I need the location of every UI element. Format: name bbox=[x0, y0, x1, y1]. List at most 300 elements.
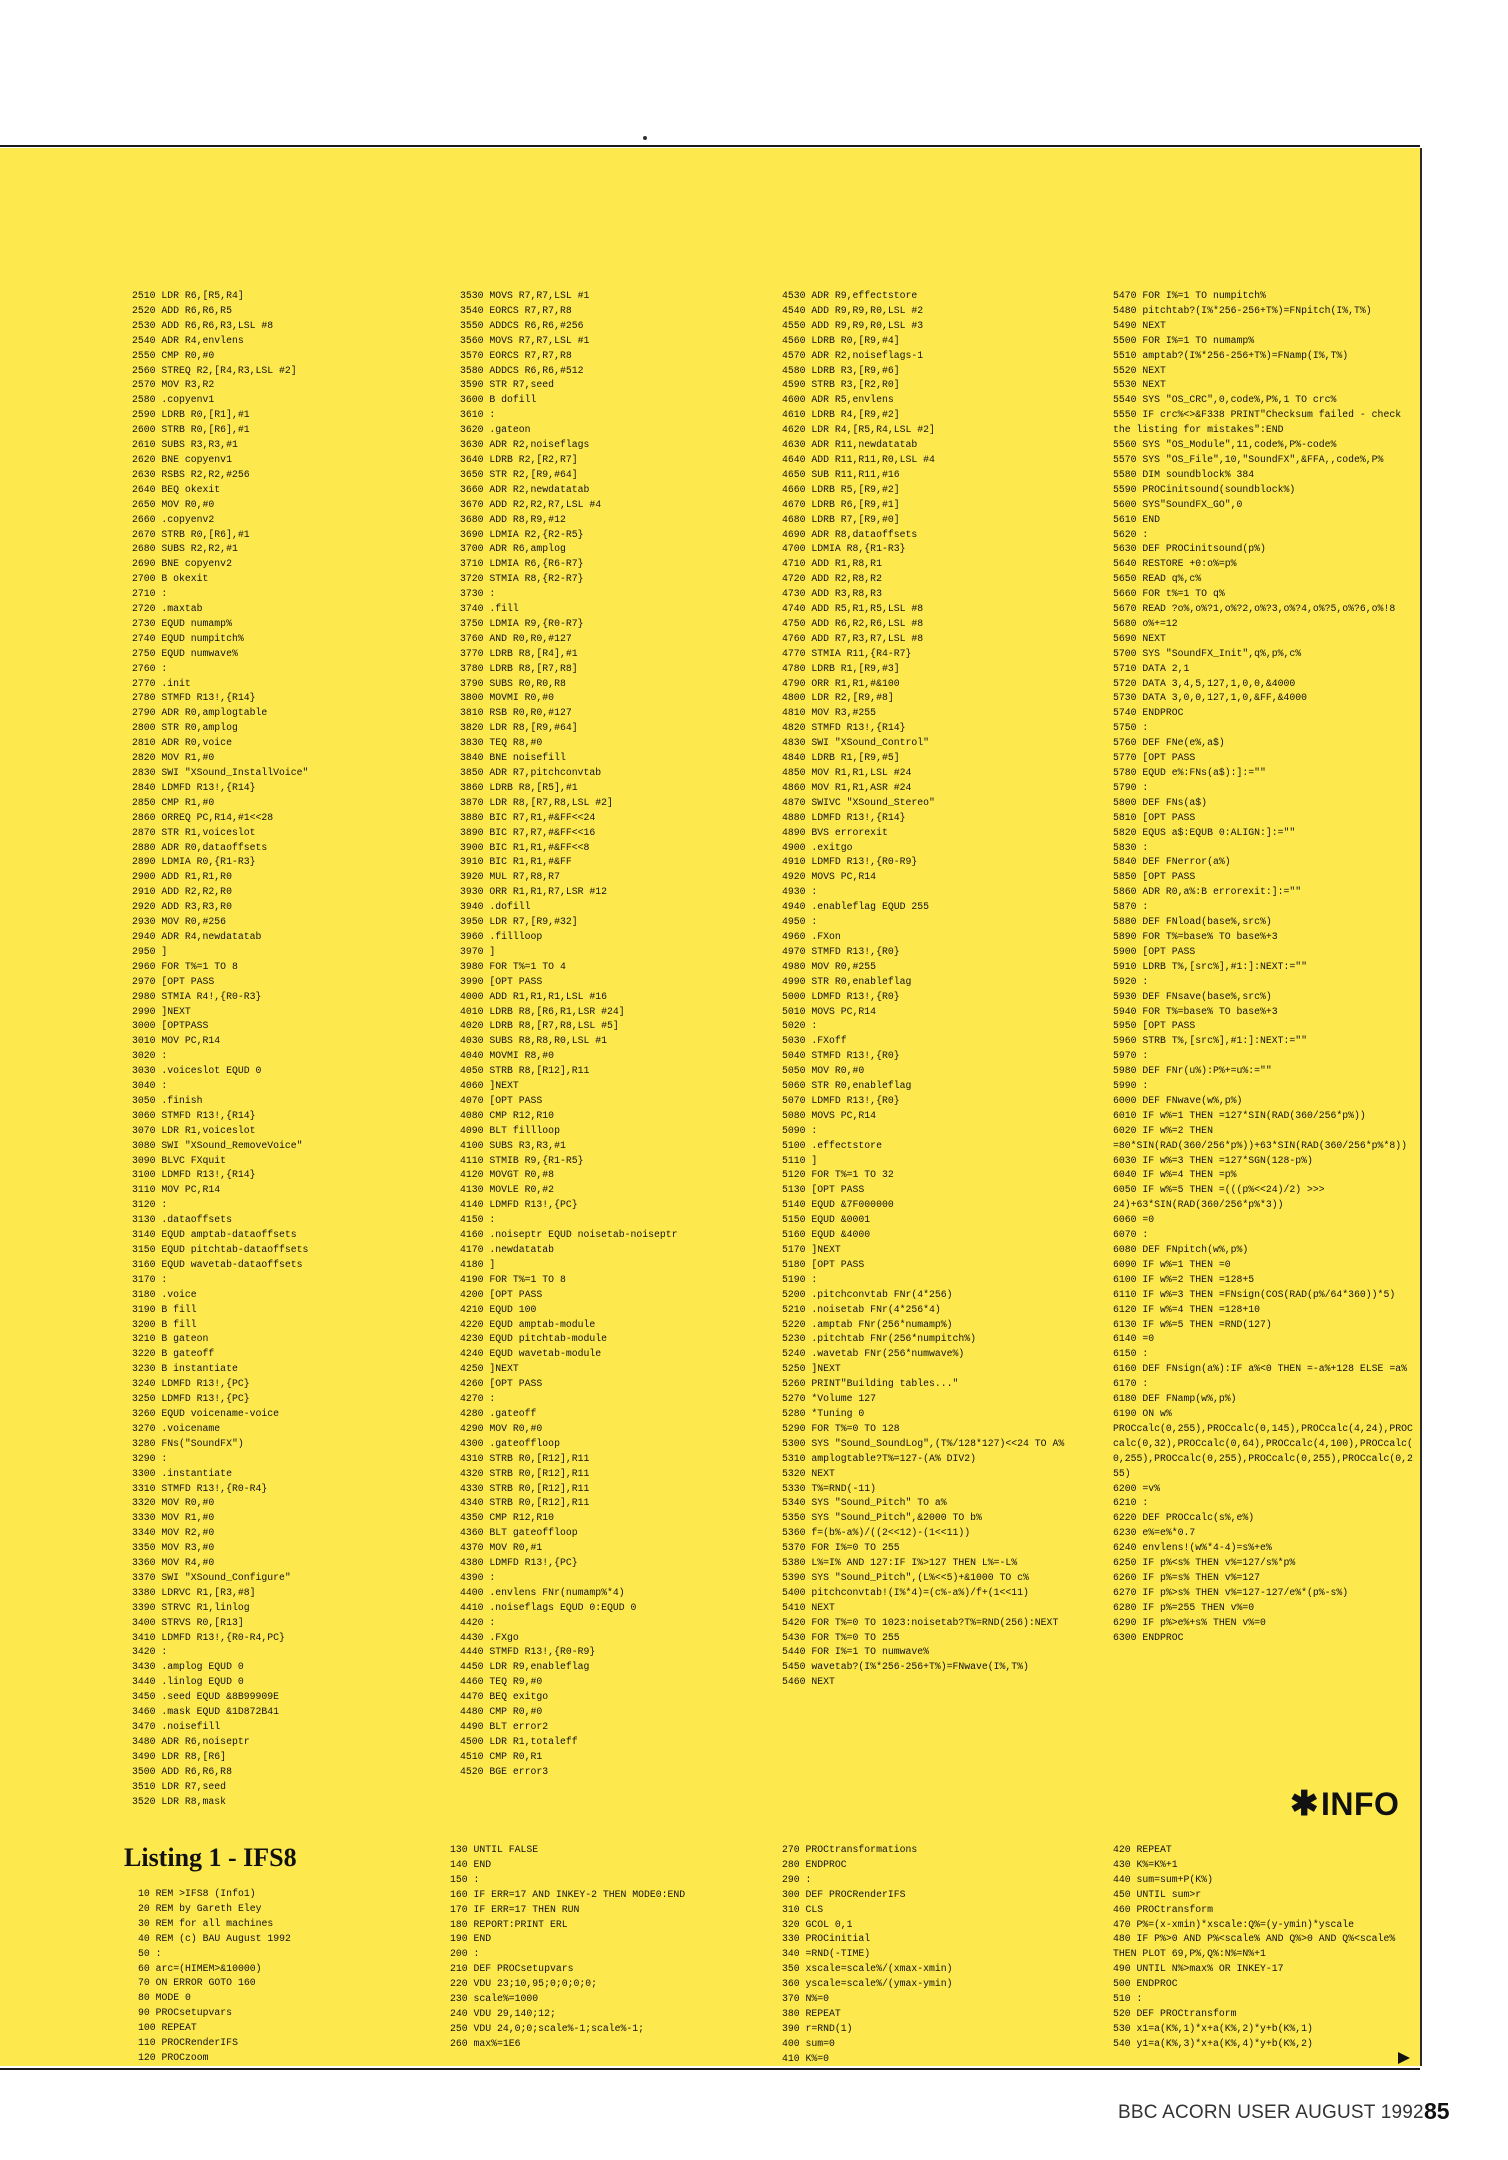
code-line: 3500 ADD R6,R6,R8 bbox=[132, 1765, 232, 1777]
code-line: 3660 ADR R2,newdatatab bbox=[460, 483, 590, 495]
code-line: 5380 L%=I% AND 127:IF I%>127 THEN L%=-L% bbox=[782, 1557, 1018, 1569]
code-line: 5540 SYS "OS_CRC",0,code%,P%,1 TO crc% bbox=[1113, 394, 1337, 406]
code-line: 4420 : bbox=[460, 1616, 496, 1628]
code-line: 4910 LDMFD R13!,{R0-R9} bbox=[782, 856, 918, 868]
code-line: 5890 FOR T%=base% TO base%+3 bbox=[1113, 930, 1278, 942]
code-line: 3020 : bbox=[132, 1050, 168, 1062]
code-line: 4630 ADR R11,newdatatab bbox=[782, 439, 918, 451]
code-line: 6110 IF w%=3 THEN =FNsign(COS(RAD(p%/64*360))*5) bbox=[1113, 1288, 1396, 1300]
code-line: 3200 B fill bbox=[132, 1318, 197, 1330]
code-line: 3040 : bbox=[132, 1080, 168, 1092]
code-line: 4280 .gateoff bbox=[460, 1407, 537, 1419]
code-line: 5770 [OPT PASS bbox=[1113, 752, 1196, 764]
code-line: 90 PROCsetupvars bbox=[138, 2007, 233, 2019]
code-line: 6220 DEF PROCcalc(s%,e%) bbox=[1113, 1512, 1255, 1524]
code-line: 4400 .envlens FNr(numamp%*4) bbox=[460, 1586, 625, 1598]
code-line: 4850 MOV R1,R1,LSL #24 bbox=[782, 767, 912, 778]
code-line: 5800 DEF FNs(a$) bbox=[1113, 796, 1208, 808]
asterisk-icon: ✱ bbox=[1290, 1785, 1319, 1823]
code-line: 2980 STMIA R4!,{R0-R3} bbox=[132, 990, 262, 1002]
code-line: 5840 DEF FNerror(a%) bbox=[1113, 856, 1231, 868]
code-line: 5470 FOR I%=1 TO numpitch% bbox=[1113, 290, 1266, 301]
code-line: 2740 EQUD numpitch% bbox=[132, 632, 244, 644]
code-line: 5930 DEF FNsave(base%,src%) bbox=[1113, 990, 1272, 1002]
code-line: 4600 ADR R5,envlens bbox=[782, 394, 894, 406]
code-line: 5430 FOR T%=0 TO 255 bbox=[782, 1631, 900, 1643]
code-line: 4660 LDRB R5,[R9,#2] bbox=[782, 483, 900, 495]
code-line: 5730 DATA 3,0,0,127,1,0,&FF,&4000 bbox=[1113, 692, 1308, 704]
code-line: 4770 STMIA R11,{R4-R7} bbox=[782, 647, 912, 659]
code-line: 2530 ADD R6,R6,R3,LSL #8 bbox=[132, 319, 274, 331]
code-line: 5210 .noisetab FNr(4*256*4) bbox=[782, 1303, 941, 1315]
code-line: 3870 LDR R8,[R7,R8,LSL #2] bbox=[460, 796, 613, 808]
code-line: 4460 TEQ R9,#0 bbox=[460, 1676, 543, 1688]
code-line: 2990 ]NEXT bbox=[132, 1005, 191, 1017]
code-line: 210 DEF PROCsetupvars bbox=[450, 1963, 574, 1975]
code-line: 4440 STMFD R13!,{R0-R9} bbox=[460, 1646, 596, 1658]
code-line: 3420 : bbox=[132, 1646, 168, 1658]
code-line: 4170 .newdatatab bbox=[460, 1244, 555, 1255]
code-line: 2780 STMFD R13!,{R14} bbox=[132, 692, 256, 704]
code-line: 380 REPEAT bbox=[782, 2007, 841, 2019]
code-line: 5940 FOR T%=base% TO base%+3 bbox=[1113, 1005, 1278, 1017]
code-line: 5740 ENDPROC bbox=[1113, 707, 1184, 719]
code-line: 2640 BEQ okexit bbox=[132, 483, 221, 495]
code-line: 200 : bbox=[450, 1948, 480, 1960]
code-line: 2720 .maxtab bbox=[132, 603, 203, 615]
code-line: 3980 FOR T%=1 TO 4 bbox=[460, 960, 566, 972]
code-line: 4430 .FXgo bbox=[460, 1631, 519, 1643]
code-line: 4250 ]NEXT bbox=[460, 1363, 519, 1375]
code-line: 3160 EQUD wavetab-dataoffsets bbox=[132, 1258, 303, 1270]
code-line: 2660 .copyenv2 bbox=[132, 513, 215, 525]
code-line: 3730 : bbox=[460, 588, 496, 600]
code-line: 2700 B okexit bbox=[132, 573, 209, 585]
code-line: 440 sum=sum+P(K%) bbox=[1113, 1873, 1213, 1885]
code-line: 3950 LDR R7,[R9,#32] bbox=[460, 916, 578, 928]
code-line: 3560 MOVS R7,R7,LSL #1 bbox=[460, 334, 590, 346]
code-line: 5710 DATA 2,1 bbox=[1113, 662, 1190, 674]
code-line: 320 GCOL 0,1 bbox=[782, 1918, 853, 1930]
code-line: 3700 ADR R6,amplog bbox=[460, 543, 566, 555]
code-line: 2860 ORREQ PC,R14,#1<<28 bbox=[132, 811, 274, 823]
code-line: 5080 MOVS PC,R14 bbox=[782, 1109, 877, 1121]
code-line: 4930 : bbox=[782, 886, 818, 898]
code-line: 2770 .init bbox=[132, 677, 191, 689]
code-line: 290 : bbox=[782, 1873, 812, 1885]
code-line: 3800 MOVMI R0,#0 bbox=[460, 692, 555, 704]
code-line: 5450 wavetab?(I%*256-256+T%)=FNwave(I%,T%) bbox=[782, 1661, 1029, 1673]
code-line: 5030 .FXoff bbox=[782, 1035, 847, 1047]
code-line: 260 max%=1E6 bbox=[450, 2037, 521, 2049]
code-line: 3550 ADDCS R6,R6,#256 bbox=[460, 319, 584, 331]
code-line: 2750 EQUD numwave% bbox=[132, 647, 238, 659]
code-line: 3270 .voicename bbox=[132, 1422, 221, 1434]
code-line: 3260 EQUD voicename-voice bbox=[132, 1407, 279, 1419]
code-line: 4790 ORR R1,R1,#&100 bbox=[782, 677, 900, 689]
code-line: 2600 STRB R0,[R6],#1 bbox=[132, 424, 250, 436]
code-line: 430 K%=K%+1 bbox=[1113, 1858, 1178, 1870]
code-line: 3910 BIC R1,R1,#&FF bbox=[460, 856, 572, 868]
continue-arrow-icon bbox=[1398, 2052, 1410, 2064]
code-line: 3920 MUL R7,R8,R7 bbox=[460, 871, 560, 883]
code-line: 2620 BNE copyenv1 bbox=[132, 453, 232, 465]
code-line: 4240 EQUD wavetab-module bbox=[460, 1348, 602, 1360]
code-line: 4680 LDRB R7,[R9,#0] bbox=[782, 513, 900, 525]
code-line: 5860 ADR R0,a%:B errorexit:]:="" bbox=[1113, 886, 1302, 898]
code-line: 4530 ADR R9,effectstore bbox=[782, 290, 918, 301]
code-line: 2970 [OPT PASS bbox=[132, 975, 215, 987]
code-line: 4970 STMFD R13!,{R0} bbox=[782, 945, 900, 957]
code-line: 4010 LDRB R8,[R6,R1,LSR #24] bbox=[460, 1005, 625, 1017]
code-line: 3960 .fillloop bbox=[460, 930, 543, 942]
code-line: 4560 LDRB R0,[R9,#4] bbox=[782, 334, 900, 346]
code-line: 4270 : bbox=[460, 1393, 496, 1405]
code-line: 3880 BIC R7,R1,#&FF<<24 bbox=[460, 811, 596, 823]
code-line: 5020 : bbox=[782, 1020, 818, 1032]
code-line: 5670 READ ?o%,o%?1,o%?2,o%?3,o%?4,o%?5,o%?6,o%!8 bbox=[1113, 603, 1396, 615]
code-line: 4880 LDMFD R13!,{R14} bbox=[782, 811, 906, 823]
code-line: 5190 : bbox=[782, 1273, 818, 1285]
code-line: 5630 DEF PROCinitsound(p%) bbox=[1113, 543, 1266, 555]
code-line: 4830 SWI "XSound_Control" bbox=[782, 737, 929, 749]
info-label: INFO bbox=[1321, 1786, 1400, 1822]
code-line: 3190 B fill bbox=[132, 1303, 197, 1315]
code-line: 5700 SYS "SoundFX_Init",q%,p%,c% bbox=[1113, 647, 1302, 659]
code-line: 50 : bbox=[138, 1947, 162, 1959]
code-line: 70 ON ERROR GOTO 160 bbox=[138, 1977, 256, 1989]
code-line: 3590 STR R7,seed bbox=[460, 379, 555, 391]
code-line: 5830 : bbox=[1113, 841, 1149, 853]
code-line: 3120 : bbox=[132, 1199, 168, 1211]
code-line: 4210 EQUD 100 bbox=[460, 1303, 537, 1315]
code-line: 2570 MOV R3,R2 bbox=[132, 379, 215, 391]
code-line: 2950 ] bbox=[132, 945, 168, 957]
code-line: 2910 ADD R2,R2,R0 bbox=[132, 886, 232, 898]
code-line: 30 REM for all machines bbox=[138, 1917, 274, 1929]
code-line: 5160 EQUD &4000 bbox=[782, 1229, 871, 1241]
code-line: 5920 : bbox=[1113, 975, 1149, 987]
code-line: 5910 LDRB T%,[src%],#1:]:NEXT:="" bbox=[1113, 960, 1308, 972]
code-line: 110 PROCRenderIFS bbox=[138, 2037, 238, 2049]
code-line: 4360 BLT gateoffloop bbox=[460, 1527, 578, 1539]
code-line: 4940 .enableflag EQUD 255 bbox=[782, 901, 929, 913]
code-line: 3470 .noisefill bbox=[132, 1721, 221, 1732]
code-line: 5570 SYS "OS_File",10,"SoundFX",&FFA,,code%,P% bbox=[1113, 453, 1384, 465]
code-line: 2630 RSBS R2,R2,#256 bbox=[132, 468, 250, 480]
code-line: 6170 : bbox=[1113, 1378, 1149, 1390]
code-line: 4020 LDRB R8,[R7,R8,LSL #5] bbox=[460, 1020, 619, 1032]
top-dot bbox=[643, 136, 647, 140]
code-line: 4080 CMP R12,R10 bbox=[460, 1109, 555, 1121]
code-line: 3330 MOV R1,#0 bbox=[132, 1512, 215, 1524]
code-line: 2690 BNE copyenv2 bbox=[132, 558, 232, 570]
code-line: 3850 ADR R7,pitchconvtab bbox=[460, 767, 602, 778]
code-line: 5060 STR R0,enableflag bbox=[782, 1080, 912, 1092]
code-line: 2840 LDMFD R13!,{R14} bbox=[132, 781, 256, 793]
info-heading bbox=[1290, 1784, 1399, 1824]
code-line: 5130 [OPT PASS bbox=[782, 1184, 865, 1196]
code-line: 6290 IF p%>e%+s% THEN v%=0 bbox=[1113, 1616, 1266, 1628]
code-line: 3400 STRVS R0,[R13] bbox=[132, 1616, 244, 1628]
code-line: 6160 DEF FNsign(a%):IF a%<0 THEN =-a%+128 ELSE =a% bbox=[1113, 1363, 1407, 1375]
code-line: 3080 SWI "XSound_RemoveVoice" bbox=[132, 1139, 303, 1151]
code-line: 5620 : bbox=[1113, 528, 1149, 540]
code-line: 5990 : bbox=[1113, 1080, 1149, 1092]
code-line: 2930 MOV R0,#256 bbox=[132, 916, 227, 928]
code-line: 5280 *Tuning 0 bbox=[782, 1407, 865, 1419]
code-line: 2610 SUBS R3,R3,#1 bbox=[132, 439, 238, 451]
code-line: 3360 MOV R4,#0 bbox=[132, 1557, 215, 1569]
code-line: 3710 LDMIA R6,{R6-R7} bbox=[460, 558, 584, 570]
code-line: 170 IF ERR=17 THEN RUN bbox=[450, 1903, 580, 1915]
code-line: 3480 ADR R6,noiseptr bbox=[132, 1735, 250, 1747]
code-line: 20 REM by Gareth Eley bbox=[138, 1902, 262, 1914]
code-line: 3570 EORCS R7,R7,R8 bbox=[460, 349, 572, 361]
code-line: 3320 MOV R0,#0 bbox=[132, 1497, 215, 1509]
code-line: 4860 MOV R1,R1,ASR #24 bbox=[782, 781, 912, 793]
code-line: 460 PROCtransform bbox=[1113, 1903, 1213, 1915]
code-line: 5090 : bbox=[782, 1124, 818, 1136]
code-line: 2670 STRB R0,[R6],#1 bbox=[132, 528, 250, 540]
code-column-3 bbox=[782, 289, 1102, 1690]
code-line: 6300 ENDPROC bbox=[1113, 1631, 1184, 1643]
code-line: 2850 CMP R1,#0 bbox=[132, 796, 215, 808]
code-line: 3430 .amplog EQUD 0 bbox=[132, 1661, 244, 1673]
code-line: 4550 ADD R9,R9,R0,LSL #3 bbox=[782, 319, 924, 331]
code-line: 3350 MOV R3,#0 bbox=[132, 1542, 215, 1554]
code-line: 4150 : bbox=[460, 1214, 496, 1226]
code-line: 6000 DEF FNwave(w%,p%) bbox=[1113, 1094, 1243, 1106]
code-line: 4130 MOVLE R0,#2 bbox=[460, 1184, 555, 1196]
code-line: 4200 [OPT PASS bbox=[460, 1288, 543, 1300]
code-line: 10 REM >IFS8 (Info1) bbox=[138, 1888, 256, 1899]
code-line: 6250 IF p%<s% THEN v%=127/s%*p% bbox=[1113, 1557, 1296, 1569]
code-line: 2940 ADR R4,newdatatab bbox=[132, 930, 262, 942]
code-line: 4730 ADD R3,R8,R3 bbox=[782, 588, 882, 600]
code-line: 4710 ADD R1,R8,R1 bbox=[782, 558, 882, 570]
code-line: 5660 FOR t%=1 TO q% bbox=[1113, 588, 1225, 600]
code-line: 3670 ADD R2,R2,R7,LSL #4 bbox=[460, 498, 602, 510]
code-line: 180 REPORT:PRINT ERL bbox=[450, 1918, 568, 1930]
code-line: 4920 MOVS PC,R14 bbox=[782, 871, 877, 883]
code-line: 230 scale%=1000 bbox=[450, 1993, 539, 2005]
code-line: 5400 pitchconvtab!(I%*4)=(c%-a%)/f+(1<<11) bbox=[782, 1586, 1029, 1598]
code-line: 3140 EQUD amptab-dataoffsets bbox=[132, 1229, 297, 1241]
code-line: 6140 =0 bbox=[1113, 1333, 1155, 1345]
code-line: 5300 SYS "Sound_SoundLog",(T%/128*127)<<24 TO A% bbox=[782, 1437, 1065, 1449]
code-line: 3240 LDMFD R13!,{PC} bbox=[132, 1378, 250, 1390]
code-line: 490 UNTIL N%>max% OR INKEY-17 bbox=[1113, 1963, 1284, 1975]
code-line: 5970 : bbox=[1113, 1050, 1149, 1062]
code-line: 2810 ADR R0,voice bbox=[132, 737, 232, 749]
code-line: 6120 IF w%=4 THEN =128+10 bbox=[1113, 1303, 1260, 1315]
code-line: 4290 MOV R0,#0 bbox=[460, 1422, 543, 1434]
code-line: 5590 PROCinitsound(soundblock%) bbox=[1113, 483, 1296, 495]
code-line: 520 DEF PROCtransform bbox=[1113, 2007, 1237, 2019]
code-line: 5550 IF crc%<>&F338 PRINT"Checksum failed - check the listing for mistakes":END bbox=[1113, 409, 1407, 436]
code-line: 140 END bbox=[450, 1858, 492, 1870]
code-line: 6240 envlens!(w%*4-4)=s%+e% bbox=[1113, 1542, 1272, 1554]
code-line: 6080 DEF FNpitch(w%,p%) bbox=[1113, 1244, 1249, 1255]
code-line: 4490 BLT error2 bbox=[460, 1721, 549, 1732]
code-line: 3440 .linlog EQUD 0 bbox=[132, 1676, 244, 1688]
code-line: 3130 .dataoffsets bbox=[132, 1214, 232, 1226]
code-line: 4160 .noiseptr EQUD noisetab-noiseptr bbox=[460, 1229, 678, 1241]
code-line: 2540 ADR R4,envlens bbox=[132, 334, 244, 346]
code-line: 5820 EQUS a$:EQUB 0:ALIGN:]:="" bbox=[1113, 826, 1296, 838]
code-line: 3600 B dofill bbox=[460, 394, 537, 406]
code-line: 5110 ] bbox=[782, 1154, 818, 1166]
code-line: 340 =RND(-TIME) bbox=[782, 1948, 871, 1960]
code-line: 5120 FOR T%=1 TO 32 bbox=[782, 1169, 894, 1181]
code-line: 3060 STMFD R13!,{R14} bbox=[132, 1109, 256, 1121]
code-line: 280 ENDPROC bbox=[782, 1858, 847, 1870]
code-line: 3390 STRVC R1,linlog bbox=[132, 1601, 250, 1613]
code-line: 5390 SYS "Sound_Pitch",(L%<<5)+&1000 TO c% bbox=[782, 1571, 1029, 1583]
code-line: 3650 STR R2,[R9,#64] bbox=[460, 468, 578, 480]
top-rule bbox=[0, 145, 1420, 147]
code-line: 3770 LDRB R8,[R4],#1 bbox=[460, 647, 578, 659]
code-line: 190 END bbox=[450, 1933, 492, 1945]
code-line: 130 UNTIL FALSE bbox=[450, 1844, 539, 1855]
code-line: 5490 NEXT bbox=[1113, 319, 1166, 331]
code-line: 250 VDU 24,0;0;scale%-1;scale%-1; bbox=[450, 2022, 645, 2034]
code-line: 470 P%=(x-xmin)*xscale:Q%=(y-ymin)*yscale bbox=[1113, 1918, 1355, 1930]
code-line: 6030 IF w%=3 THEN =127*SGN(128-p%) bbox=[1113, 1154, 1313, 1166]
code-line: 2510 LDR R6,[R5,R4] bbox=[132, 290, 244, 301]
code-line: 120 PROCzoom bbox=[138, 2051, 209, 2063]
code-line: 3860 LDRB R8,[R5],#1 bbox=[460, 781, 578, 793]
code-line: 5690 NEXT bbox=[1113, 632, 1166, 644]
code-line: 5980 DEF FNr(u%):P%+=u%:="" bbox=[1113, 1065, 1272, 1077]
code-line: 6230 e%=e%*0.7 bbox=[1113, 1527, 1196, 1539]
code-line: 370 N%=0 bbox=[782, 1993, 830, 2005]
code-line: 3490 LDR R8,[R6] bbox=[132, 1750, 227, 1762]
code-line: 4140 LDMFD R13!,{PC} bbox=[460, 1199, 578, 1211]
code-line: 3030 .voiceslot EQUD 0 bbox=[132, 1065, 262, 1077]
code-line: 4800 LDR R2,[R9,#8] bbox=[782, 692, 894, 704]
code-line: 3110 MOV PC,R14 bbox=[132, 1184, 221, 1196]
code-line: 4840 LDRB R1,[R9,#5] bbox=[782, 752, 900, 764]
code-line: 2890 LDMIA R0,{R1-R3} bbox=[132, 856, 256, 868]
code-line: 3940 .dofill bbox=[460, 901, 531, 913]
code-column-1 bbox=[132, 289, 452, 1809]
listing-column-3 bbox=[782, 1843, 1102, 2067]
code-line: 2730 EQUD numamp% bbox=[132, 617, 232, 629]
code-line: 4980 MOV R0,#255 bbox=[782, 960, 877, 972]
code-line: 5950 [OPT PASS bbox=[1113, 1020, 1196, 1032]
code-line: 3690 LDMIA R2,{R2-R5} bbox=[460, 528, 584, 540]
code-line: 2710 : bbox=[132, 588, 168, 600]
code-line: 3010 MOV PC,R14 bbox=[132, 1035, 221, 1047]
code-line: 4570 ADR R2,noiseflags-1 bbox=[782, 349, 924, 361]
code-line: 5600 SYS"SoundFX_GO",0 bbox=[1113, 498, 1243, 510]
code-line: 4300 .gateoffloop bbox=[460, 1437, 560, 1449]
code-line: 4090 BLT fillloop bbox=[460, 1124, 560, 1136]
code-line: 5870 : bbox=[1113, 901, 1149, 913]
code-line: 360 yscale=scale%/(ymax-ymin) bbox=[782, 1978, 953, 1990]
code-line: 3620 .gateon bbox=[460, 424, 531, 436]
code-line: 4450 LDR R9,enableflag bbox=[460, 1661, 590, 1673]
code-line: 5050 MOV R0,#0 bbox=[782, 1065, 865, 1077]
code-line: 4890 BVS errorexit bbox=[782, 826, 888, 838]
code-line: 4670 LDRB R6,[R9,#1] bbox=[782, 498, 900, 510]
code-line: 5200 .pitchconvtab FNr(4*256) bbox=[782, 1288, 953, 1300]
code-line: 2560 STREQ R2,[R4,R3,LSL #2] bbox=[132, 364, 297, 376]
code-line: 6050 IF w%=5 THEN =(((p%<<24)/2) >>> 24)+63*SIN(RAD(360/256*p%*3)) bbox=[1113, 1184, 1331, 1211]
code-line: 3890 BIC R7,R7,#&FF<<16 bbox=[460, 826, 596, 838]
code-line: 350 xscale=scale%/(xmax-xmin) bbox=[782, 1963, 953, 1975]
code-line: 5370 FOR I%=0 TO 255 bbox=[782, 1542, 900, 1554]
code-line: 5310 amplogtable?T%=127-(A% DIV2) bbox=[782, 1452, 977, 1464]
code-line: 5410 NEXT bbox=[782, 1601, 835, 1613]
code-line: 450 UNTIL sum>r bbox=[1113, 1888, 1202, 1900]
code-line: 220 VDU 23;10,95;0;0;0;0; bbox=[450, 1978, 597, 1990]
code-line: 3750 LDMIA R9,{R0-R7} bbox=[460, 617, 584, 629]
code-line: 3100 LDMFD R13!,{R14} bbox=[132, 1169, 256, 1181]
code-line: 3340 MOV R2,#0 bbox=[132, 1527, 215, 1539]
code-line: 5270 *Volume 127 bbox=[782, 1393, 877, 1405]
code-line: 4320 STRB R0,[R12],R11 bbox=[460, 1467, 590, 1479]
listing-title: Listing 1 - IFS8 bbox=[124, 1843, 297, 1872]
code-line: 100 REPEAT bbox=[138, 2022, 197, 2034]
code-line: 6070 : bbox=[1113, 1229, 1149, 1241]
code-line: 150 : bbox=[450, 1873, 480, 1885]
code-line: 4350 CMP R12,R10 bbox=[460, 1512, 555, 1524]
code-line: 5180 [OPT PASS bbox=[782, 1258, 865, 1270]
code-line: 5220 .amptab FNr(256*numamp%) bbox=[782, 1318, 953, 1330]
code-line: 5810 [OPT PASS bbox=[1113, 811, 1196, 823]
code-line: 6090 IF w%=1 THEN =0 bbox=[1113, 1258, 1231, 1270]
code-line: 6130 IF w%=5 THEN =RND(127) bbox=[1113, 1318, 1272, 1330]
code-line: 420 REPEAT bbox=[1113, 1844, 1172, 1855]
code-line: 2820 MOV R1,#0 bbox=[132, 752, 215, 764]
code-line: 6010 IF w%=1 THEN =127*SIN(RAD(360/256*p%)) bbox=[1113, 1109, 1366, 1121]
code-line: 3450 .seed EQUD &8B99909E bbox=[132, 1691, 279, 1703]
code-line: 3820 LDR R8,[R9,#64] bbox=[460, 722, 578, 734]
code-line: 4760 ADD R7,R3,R7,LSL #8 bbox=[782, 632, 924, 644]
code-line: 400 sum=0 bbox=[782, 2037, 835, 2049]
code-line: 5510 amptab?(I%*256-256+T%)=FNamp(I%,T%) bbox=[1113, 349, 1349, 361]
code-line: 4720 ADD R2,R8,R2 bbox=[782, 573, 882, 585]
code-line: 3380 LDRVC R1,[R3,#8] bbox=[132, 1586, 256, 1598]
code-line: 3760 AND R0,R0,#127 bbox=[460, 632, 572, 644]
code-line: 4650 SUB R11,R11,#16 bbox=[782, 468, 900, 480]
code-line: 5170 ]NEXT bbox=[782, 1244, 841, 1255]
code-line: 3900 BIC R1,R1,#&FF<<8 bbox=[460, 841, 590, 853]
code-line: 6190 ON w% PROCcalc(0,255),PROCcalc(0,145),PROCcalc(4,24),PROCcalc(0,32),PROCcalc(0,64),PROCcalc(4,100),PROCcalc(0,255),PROCcalc(0,255),PROCcalc(0,255),PROCcalc(0,255) bbox=[1113, 1407, 1413, 1479]
code-line: 4590 STRB R3,[R2,R0] bbox=[782, 379, 900, 391]
code-line: 3220 B gateoff bbox=[132, 1348, 215, 1360]
code-line: 4540 ADD R9,R9,R0,LSL #2 bbox=[782, 304, 924, 316]
code-line: 5330 T%=RND(-11) bbox=[782, 1482, 877, 1494]
listing-column-2 bbox=[450, 1843, 770, 2052]
code-line: 2650 MOV R0,#0 bbox=[132, 498, 215, 510]
code-line: 4990 STR R0,enableflag bbox=[782, 975, 912, 987]
code-line: 3460 .mask EQUD &1D872B41 bbox=[132, 1706, 279, 1718]
code-line: 5360 f=(b%-a%)/((2<<12)-(1<<11)) bbox=[782, 1527, 971, 1539]
code-line: 3740 .fill bbox=[460, 603, 519, 615]
code-line: 6280 IF p%=255 THEN v%=0 bbox=[1113, 1601, 1255, 1613]
code-line: 3720 STMIA R8,{R2-R7} bbox=[460, 573, 584, 585]
page-number: 85 bbox=[1424, 2098, 1450, 2124]
code-line: 4180 ] bbox=[460, 1258, 496, 1270]
code-line: 2580 .copyenv1 bbox=[132, 394, 215, 406]
code-line: 4960 .FXon bbox=[782, 930, 841, 942]
code-line: 3510 LDR R7,seed bbox=[132, 1780, 227, 1792]
code-line: 3290 : bbox=[132, 1452, 168, 1464]
